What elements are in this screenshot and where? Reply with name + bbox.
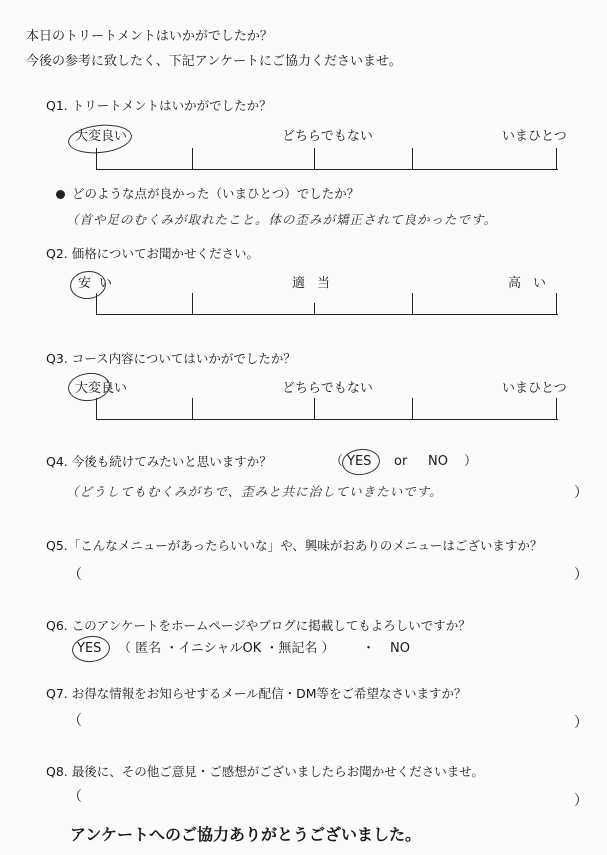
q1-followup-answer: （首や足のむくみが取れたこと。体の歪みが矯正されて良かったです。 [66,212,498,227]
q2-scale-left: 安い [78,276,121,291]
q1-scale-right: いまひとつ [502,129,567,144]
q8-paren-close: ） [574,793,588,809]
q6-question: Q6. このアンケートをホームページやブログに掲載してもよろしいですか？ [46,618,471,633]
q2-scale-right: 高い [508,276,559,291]
q4-option-or: or [394,454,408,469]
q6-option-detail: （ 匿名 ・イニシャルOK ・無記名 ） [118,641,335,656]
q3-rating-scale [96,398,558,420]
q1-scale-center: どちらでもない [282,129,373,144]
bullet-icon [56,190,65,199]
q8-paren-open: （ [68,789,82,805]
q3-scale-center: どちらでもない [282,381,373,396]
q4-answer-close: ） [574,485,588,501]
q5-paren-close: ） [574,567,588,583]
q4-option-no: NO [428,454,448,469]
q4-paren-open: （ [330,454,344,469]
intro-line-2: 今後の参考に致したく、下記アンケートにご協力くださいませ。 [26,54,402,69]
q1-scale-left: 大変良い [75,129,128,144]
q2-question: Q2. 価格についてお聞かせください。 [46,246,259,261]
q5-question: Q5.「こんなメニューがあったらいいな」や、興味がおありのメニューはございますか？ [46,538,543,553]
intro-line-1: 本日のトリートメントはいかがでしたか？ [26,29,273,44]
q7-paren-open: （ [68,713,82,729]
q3-scale-left: 大変良い [75,381,128,396]
q6-option-no: NO [390,641,410,656]
q1-question: Q1. トリートメントはいかがでしたか？ [46,98,272,113]
q3-question: Q3. コース内容についてはいかがでしたか？ [46,351,296,366]
q2-scale-center: 適当 [292,276,343,291]
q4-question: Q4. 今後も続けてみたいと思いますか？ [46,454,272,469]
q1-followup-question: どのような点が良かった（いまひとつ）でしたか？ [72,186,360,201]
q4-answer: （どうしてもむくみがちで、歪みと共に治していきたいです。 [66,484,443,499]
q4-option-yes: YES [347,454,372,469]
q7-paren-close: ） [574,715,588,731]
q7-question: Q7. お得な情報をお知らせするメール配信・DM等をご希望なさいますか？ [46,686,467,701]
q4-paren-close: ） [464,454,478,469]
q6-option-yes: YES [77,641,102,656]
q1-rating-scale [96,148,558,170]
q8-question: Q8. 最後に、その他ご意見・ご感想がございましたらお聞かせくださいませ。 [46,764,484,779]
q6-option-separator: ・ [362,641,376,656]
closing-message: アンケートへのご協力ありがとうございました。 [70,825,422,844]
q3-scale-right: いまひとつ [502,381,567,396]
q5-paren-open: （ [68,567,82,583]
q2-rating-scale [96,293,558,315]
